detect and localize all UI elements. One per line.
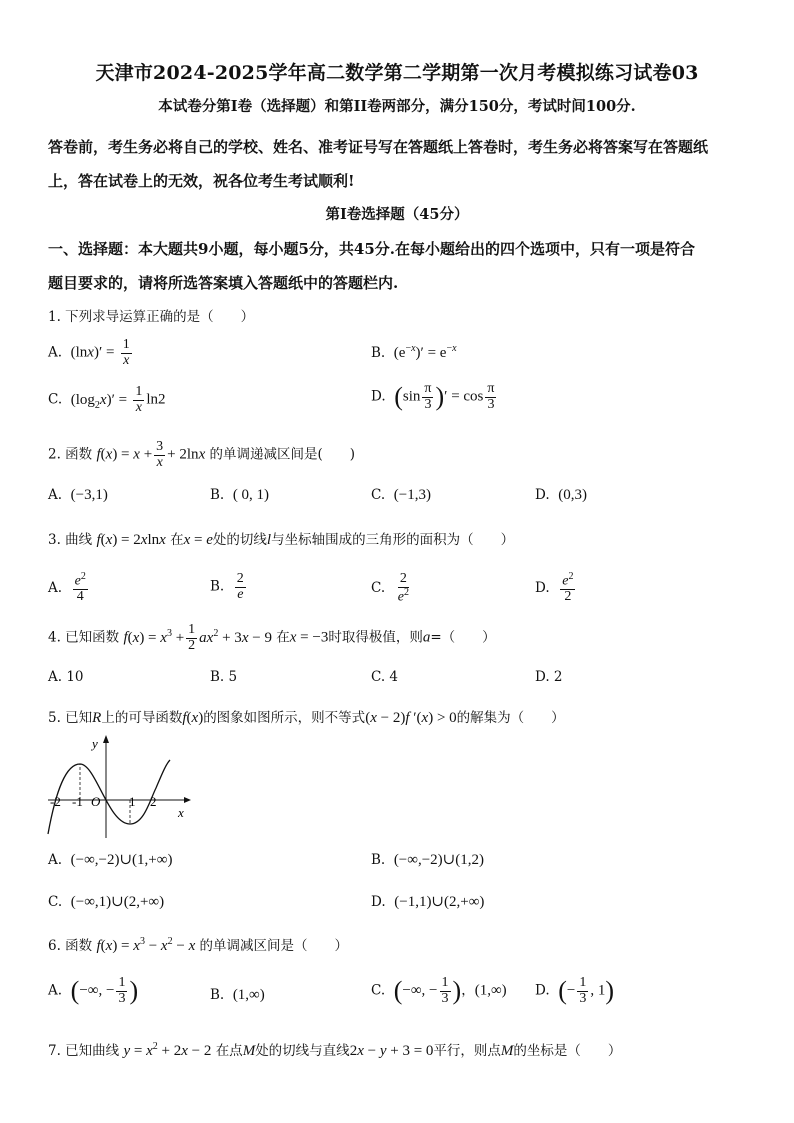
instructions-line-1: 答卷前，考生务必将自己的学校、姓名、准考证号写在答题纸上答卷时，考生务必将答案写在答题纸 [48,138,709,156]
graph-y-arrow [103,735,109,743]
question-5-option-a: A. (−∞,−2)∪(1,+∞) [48,852,173,868]
question-3-option-a: A. $\frac{e^2}{4}$ [48,571,86,605]
graph-label-x: x [178,805,184,820]
part-one-line-2: 题目要求的，请将所选答案填入答题纸中的答题栏内. [48,274,399,292]
question-5-stem: 5. 已知R上的可导函数f(x)的图象如图所示，则不等式(x − 2)f ′(x) > 0的解集为（ ） [48,710,565,726]
question-6-option-a: A. (−∞, − $\frac{1}{3}$ ) [48,975,139,1006]
graph-label-minus-1: -1 [72,794,83,809]
instructions-line-2: 上，答在试卷上的无效，祝各位考生考试顺利! [48,172,355,190]
section-title: 第I卷选择题（45分） [325,206,469,223]
graph-label-y: y [92,736,98,751]
paper-subtitle: 本试卷分第I卷（选择题）和第II卷两部分，满分150分，考试时间100分. [158,98,636,115]
question-4-option-a: A. 10 [48,669,84,685]
graph-label-origin: O [91,794,101,809]
question-3-option-c: C. $\frac{2}{e^2}$ [371,571,409,605]
question-4-option-d: D. 2 [535,669,563,685]
question-2-stem: 2. 函数 f(x) = x + $\frac{3}{x}$ + 2lnx 的单调递减区间是( ) [48,439,356,470]
graph-label-plus-1: 1 [129,794,136,809]
question-3-option-b: B. $\frac{2}{e}$ [210,571,244,602]
question-1-option-d: D. (sin $\frac{\pi}{3}$ )′ = cos $\frac{\pi}{3}$ [371,381,495,412]
question-2-option-d: D. (0,3) [535,487,587,503]
graph-label-plus-2: 2 [150,794,157,809]
question-5-option-d: D. (−1,1)∪(2,+∞) [371,894,485,910]
question-5-option-b: B. (−∞,−2)∪(1,2) [371,852,484,868]
question-6-option-d: D. (− $\frac{1}{3}$ , 1) [535,975,615,1006]
question-6-option-b: B. (1,∞) [210,987,265,1003]
question-2-option-b: B. ( 0, 1) [210,487,270,503]
question-5-graph [44,730,194,842]
question-4-stem: 4. 已知函数 $f(x) = x^3$ + $\frac{1}{2}$ $ax^2 + 3x - 9$ 在x = −3时取得极值，则a=（ ） [48,622,496,653]
question-6-stem: 6. 函数 $f(x) = x^3 - x^2 - x$ 的单调减区间是（ ） [48,936,349,954]
question-3-option-d: D. $\frac{e^2}{2}$ [535,571,574,605]
question-1-option-a: A. (lnx)′ = $\frac{1}{x}$ [48,337,130,368]
paper-title: 天津市2024-2025学年高二数学第二学期第一次月考模拟练习试卷03 [95,62,699,84]
part-one-line-1: 一、选择题：本大题共9小题，每小题5分，共45分.在每小题给出的四个选项中，只有一项是符合 [48,240,695,258]
graph-label-minus-2: -2 [50,794,61,809]
question-1-option-b: B. $(e^{-x})' = e^{-x}$ [371,343,457,361]
question-2-option-a: A. (−3,1) [48,487,108,503]
question-1-option-c: C. $(\log_2x)'$ = $\frac{1}{x}$ ln2 [48,384,166,415]
question-4-option-b: B. 5 [210,669,238,685]
question-1-stem: 1. 下列求导运算正确的是（ ） [48,309,255,325]
question-5-option-c: C. (−∞,1)∪(2,+∞) [48,894,165,910]
question-4-option-c: C. 4 [371,669,399,685]
question-7-stem: 7. 已知曲线 $y = x^2 + 2x - 2$ 在点M处的切线与直线2x − y + 3 = 0平行，则点M的坐标是（ ） [48,1041,622,1059]
question-2-option-c: C. (−1,3) [371,487,431,503]
question-6-option-c: C. (−∞, − $\frac{1}{3}$ )，(1,∞) [371,975,507,1006]
question-3-stem: 3. 曲线 f(x) = 2xlnx 在x = e处的切线l与坐标轴围成的三角形的面积为（ ） [48,532,515,548]
graph-x-arrow [184,797,191,803]
